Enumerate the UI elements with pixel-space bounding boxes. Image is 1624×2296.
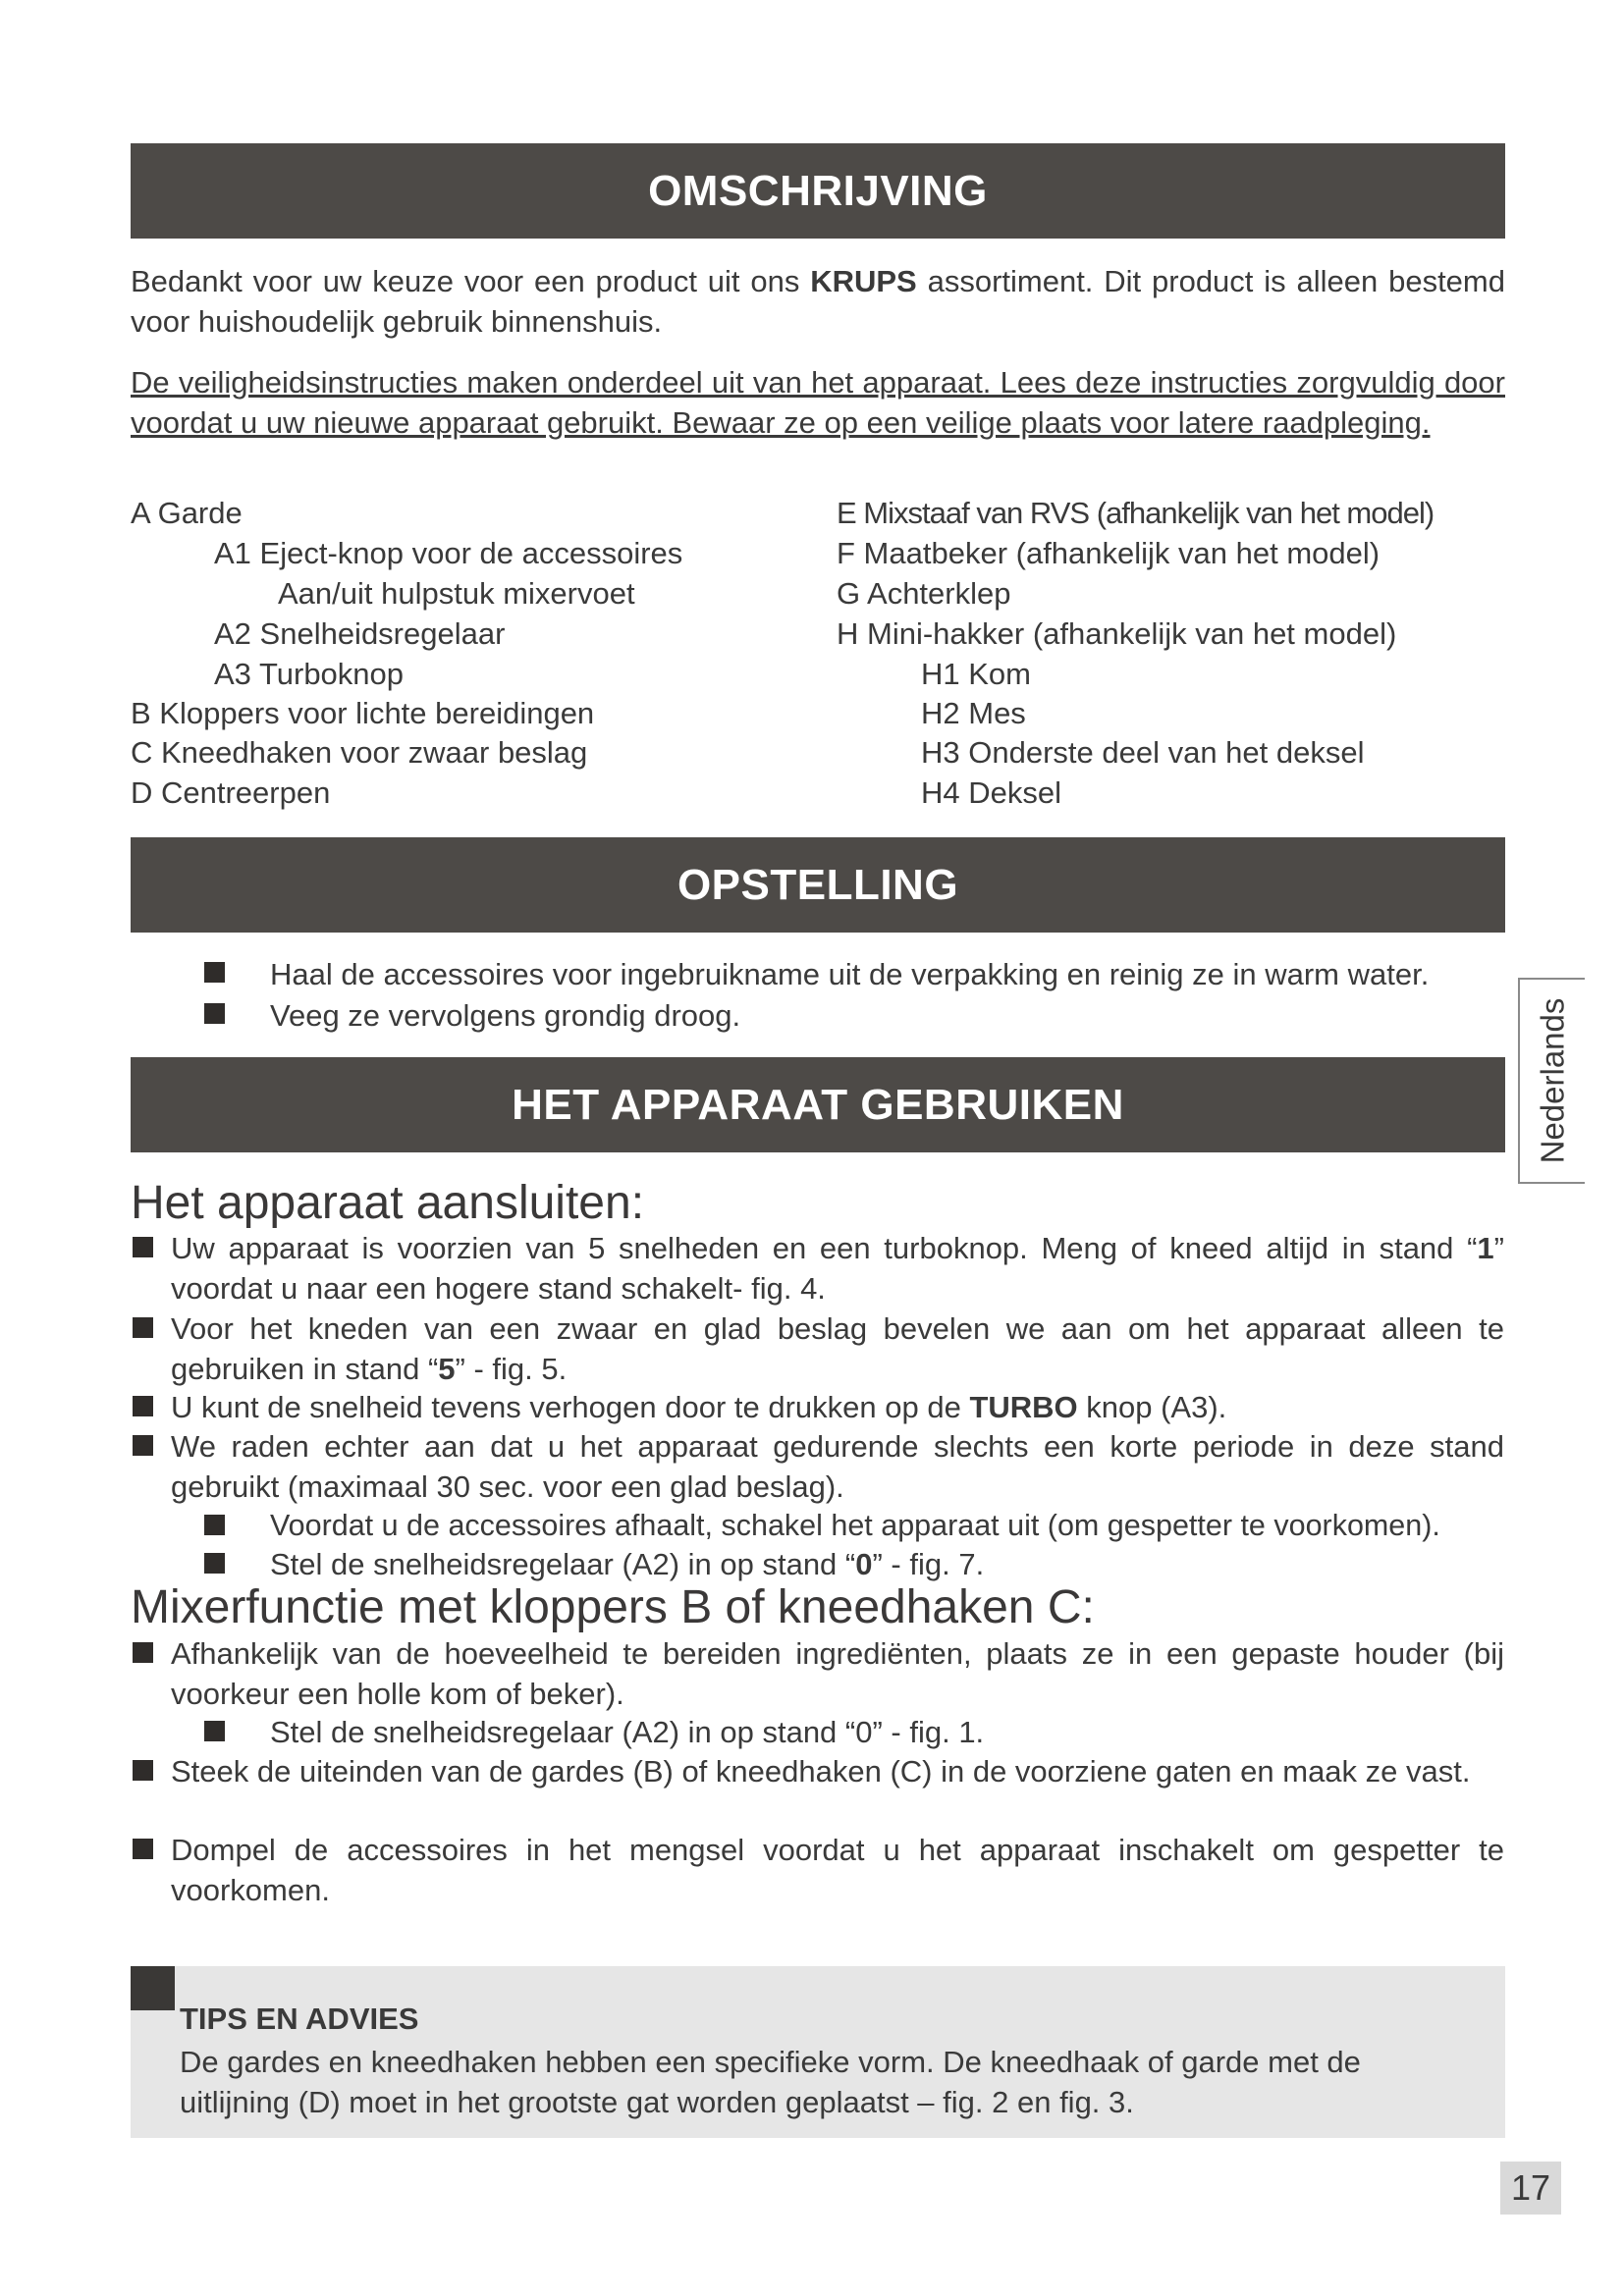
bullet-square-icon (133, 1839, 153, 1859)
bullet-square-icon (204, 1515, 225, 1535)
bullet-text: Stel de snelheidsregelaar (A2) in op stand “ (270, 1547, 856, 1581)
bullet-text: U kunt de snelheid tevens verhogen door te drukken op de (171, 1390, 970, 1424)
part-item: A Garde (131, 496, 243, 530)
section-title: OMSCHRIJVING (648, 166, 988, 215)
bullet-square-icon (204, 1003, 225, 1024)
connect-bullet (171, 1228, 1504, 1308)
tips-title: TIPS EN ADVIES (180, 2002, 419, 2036)
heading-connect: Het apparaat aansluiten: (131, 1177, 645, 1229)
part-item: A3 Turboknop (214, 657, 405, 691)
connect-subbullet: Voordat u de accessoires afhaalt, schakel het apparaat uit (om gespetter te voorkomen). (270, 1509, 1440, 1542)
part-item: C Kneedhaken voor zwaar beslag (131, 735, 588, 770)
part-item: H Mini-hakker (afhankelijk van het model) (837, 616, 1397, 651)
bullet-text: Voor het kneden van een zwaar en glad beslag bevelen we aan om het apparaat alleen te gebruiken in stand “ (171, 1311, 1504, 1386)
section-title: HET APPARAAT GEBRUIKEN (512, 1080, 1124, 1129)
mixer-bullet: Steek de uiteinden van de gardes (B) of kneedhaken (C) in de voorziene gaten en maak ze vast. (171, 1754, 1471, 1789)
bold-value: 1 (1477, 1231, 1494, 1265)
mixer-bullet: Afhankelijk van de hoeveelheid te bereiden ingrediënten, plaats ze in een gepaste houder (bij voorkeur een holle kom of beker). (171, 1636, 1504, 1711)
mixer-subbullet: Stel de snelheidsregelaar (A2) in op stand “0” - fig. 1. (270, 1715, 985, 1749)
section-header-description (131, 143, 1505, 239)
bullet-square-icon (133, 1760, 153, 1781)
bullet-square-icon (204, 962, 225, 983)
bullet-square-icon (133, 1396, 153, 1416)
parts-list-left (131, 493, 682, 813)
part-item: D Centreerpen (131, 775, 331, 810)
language-label: Nederlands (1534, 997, 1570, 1164)
section-header-use (131, 1057, 1505, 1152)
connect-bullet (171, 1387, 1504, 1427)
intro-text: Bedankt voor uw keuze voor een product uit ons (131, 264, 811, 298)
brand-name: KRUPS (810, 264, 917, 298)
bullet-text: ” voordat u naar een hogere stand schakelt- fig. 4. (171, 1231, 1504, 1306)
bullet-square-icon (204, 1553, 225, 1574)
bullet-text: ” - fig. 5. (455, 1352, 568, 1386)
setup-item: Veeg ze vervolgens grondig droog. (270, 998, 741, 1033)
part-item: Aan/uit hulpstuk mixervoet (278, 576, 635, 611)
intro-paragraph (131, 261, 1505, 342)
part-item: H3 Onderste deel van het deksel (921, 735, 1365, 770)
bullet-square-icon (133, 1642, 153, 1663)
bullet-square-icon (133, 1237, 153, 1257)
tips-box (131, 1966, 1505, 2138)
part-item: A2 Snelheidsregelaar (214, 616, 506, 651)
part-item: H1 Kom (921, 657, 1031, 691)
part-item: F Maatbeker (afhankelijk van het model) (837, 536, 1380, 570)
safety-note: De veiligheidsinstructies maken onderdeel uit van het apparaat. Lees deze instructies zorgvuldig door voordat u uw nieuwe apparaat gebruikt. Bewaar ze op een veilige plaats voor latere raadpleging. (131, 365, 1505, 440)
bullet-square-icon (204, 1721, 225, 1741)
part-item: A1 Eject-knop voor de accessoires (214, 536, 683, 570)
parts-list-right (837, 493, 1434, 813)
part-item: B Kloppers voor lichte bereidingen (131, 696, 595, 730)
language-tab (1518, 978, 1585, 1184)
bullet-text: knop (A3). (1077, 1390, 1227, 1424)
section-title: OPSTELLING (677, 860, 959, 909)
intro-text-end: assortiment. Dit product is alleen bestemd voor huishoudelijk gebruik binnenshuis. (131, 264, 1505, 339)
bold-value: TURBO (969, 1390, 1078, 1424)
page-number: 17 (1500, 2162, 1561, 2215)
connect-bullet: We raden echter aan dat u het apparaat gedurende slechts een korte periode in deze stand gebruikt (maximaal 30 sec. voor een glad beslag). (171, 1429, 1504, 1504)
connect-bullet (171, 1308, 1504, 1389)
bullet-square-icon (133, 1435, 153, 1456)
part-item: H2 Mes (921, 696, 1026, 730)
bullet-text: ” - fig. 7. (872, 1547, 985, 1581)
setup-item: Haal de accessoires voor ingebruikname uit de verpakking en reinig ze in warm water. (270, 957, 1430, 991)
bold-value: 0 (855, 1547, 873, 1581)
connect-subbullet (270, 1544, 984, 1584)
part-item: E Mixstaaf van RVS (afhankelijk van het model) (837, 496, 1435, 530)
bold-value: 5 (438, 1352, 456, 1386)
section-header-setup (131, 837, 1505, 933)
tips-square-icon (131, 1966, 175, 2010)
part-item: H4 Deksel (921, 775, 1061, 810)
part-item: G Achterklep (837, 576, 1011, 611)
bullet-square-icon (133, 1317, 153, 1338)
heading-mixer: Mixerfunctie met kloppers B of kneedhaken C: (131, 1581, 1095, 1633)
mixer-bullet: Dompel de accessoires in het mengsel voordat u het apparaat inschakelt om gespetter te voorkomen. (171, 1833, 1504, 1907)
bullet-text: Uw apparaat is voorzien van 5 snelheden en een turboknop. Meng of kneed altijd in stand “ (171, 1231, 1478, 1265)
tips-text: De gardes en kneedhaken hebben een specifieke vorm. De kneedhaak of garde met de uitlijning (D) moet in het grootste gat worden geplaatst – fig. 2 en fig. 3. (180, 2045, 1361, 2119)
